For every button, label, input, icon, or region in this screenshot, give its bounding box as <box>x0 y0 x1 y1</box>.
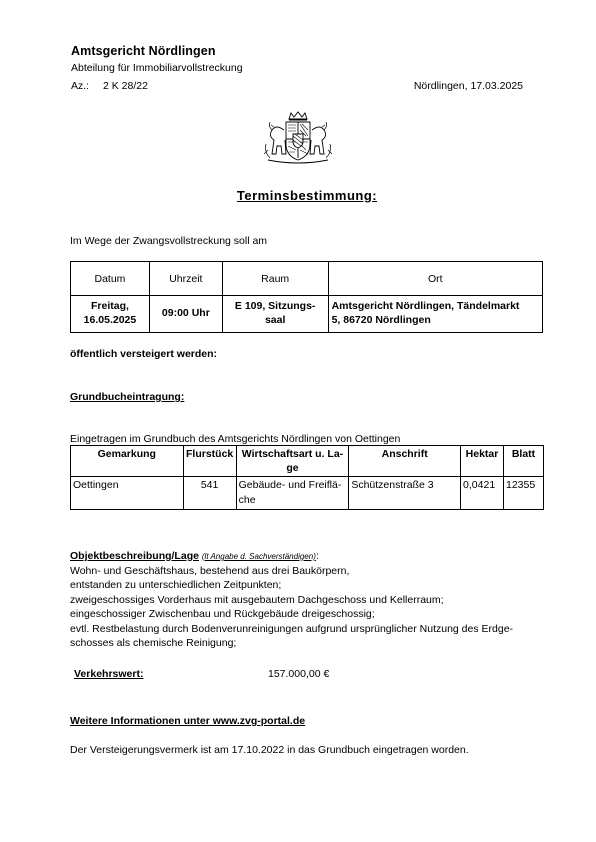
court-department: Abteilung für Immobiliarvollstreckung <box>71 62 243 74</box>
object-heading-colon: : <box>315 550 319 562</box>
object-description-heading <box>70 550 319 562</box>
col-hektar: Hektar <box>461 446 504 477</box>
appointment-room <box>222 296 328 333</box>
auction-note: Der Versteigerungsvermerk ist am 17.10.2022 in das Grundbuch eingetragen worden. <box>70 744 469 756</box>
appointment-date <box>71 296 150 333</box>
col-wirtschaftsart-line-1: Wirtschaftsart u. La- <box>241 448 344 460</box>
room-line-1: E 109, Sitzungs- <box>234 300 316 313</box>
file-number-label: Az.: <box>71 80 90 92</box>
col-gemarkung: Gemarkung <box>71 446 184 477</box>
market-value-label: Verkehrswert: <box>74 668 144 680</box>
land-register-table <box>70 445 544 510</box>
object-heading-label: Objektbeschreibung/Lage <box>70 550 199 562</box>
document-title: Terminsbestimmung: <box>236 188 378 203</box>
header-place: Ort <box>328 262 542 296</box>
place-line-2: 5, 86720 Nördlingen <box>331 314 431 326</box>
appointment-time: 09:00 Uhr <box>149 296 222 333</box>
object-line: Wohn- und Geschäftshaus, bestehend aus drei Baukörpern, <box>70 565 350 577</box>
court-name: Amtsgericht Nördlingen <box>71 44 216 58</box>
object-line: zweigeschossiges Vorderhaus mit ausgebautem Dachgeschoss und Kellerraum; <box>70 594 444 606</box>
land-register-heading: Grundbucheintragung: <box>70 391 185 403</box>
appointment-place <box>328 296 542 333</box>
object-line: schosses als chemische Reinigung; <box>70 637 237 649</box>
col-wirtschaftsart <box>236 446 349 477</box>
bavarian-coat-of-arms-icon <box>262 110 334 166</box>
date-weekday: Freitag, <box>90 300 129 313</box>
room-line-2: saal <box>264 314 286 326</box>
header-time: Uhrzeit <box>149 262 222 296</box>
object-line: eingeschossiger Zwischenbau und Rückgebäude dreigeschossig; <box>70 608 375 620</box>
intro-text: Im Wege der Zwangsvollstreckung soll am <box>70 235 268 247</box>
more-info-link[interactable]: Weitere Informationen unter www.zvg-portal.de <box>70 715 306 727</box>
auction-statement: öffentlich versteigert werden: <box>70 348 218 360</box>
object-heading-source: (lt Angabe d. Sachverständigen) <box>201 552 316 561</box>
col-anschrift: Anschrift <box>349 446 461 477</box>
file-number-value: 2 K 28/22 <box>103 80 148 92</box>
cell-hektar: 0,0421 <box>461 477 504 510</box>
col-blatt: Blatt <box>504 446 544 477</box>
cell-wirtschaftsart <box>236 477 349 510</box>
land-register-intro: Eingetragen im Grundbuch des Amtsgerichts Nördlingen von Oettingen <box>70 433 401 445</box>
place-line-1: Amtsgericht Nördlingen, Tändelmarkt <box>331 300 520 313</box>
appointment-table <box>70 261 543 333</box>
place-date: Nördlingen, 17.03.2025 <box>413 80 523 92</box>
cell-gemarkung: Oettingen <box>71 477 184 510</box>
object-line: entstanden zu unterschiedlichen Zeitpunkten; <box>70 579 282 591</box>
market-value: 157.000,00 € <box>268 668 330 680</box>
object-line: evtl. Restbelastung durch Bodenverunreinigungen aufgrund ursprünglicher Nutzung des Erdge- <box>70 623 514 635</box>
cell-blatt: 12355 <box>504 477 544 510</box>
cell-flurstueck: 541 <box>183 477 236 510</box>
cell-anschrift: Schützenstraße 3 <box>349 477 461 510</box>
col-flurstueck: Flurstück <box>183 446 236 477</box>
date-value: 16.05.2025 <box>83 314 137 326</box>
cell-wirtschaftsart-line-2: che <box>238 493 256 506</box>
cell-wirtschaftsart-line-1: Gebäude- und Freiflä- <box>238 479 342 492</box>
header-date: Datum <box>71 262 150 296</box>
header-room: Raum <box>222 262 328 296</box>
table-row <box>71 477 544 510</box>
col-wirtschaftsart-line-2: ge <box>286 462 299 475</box>
